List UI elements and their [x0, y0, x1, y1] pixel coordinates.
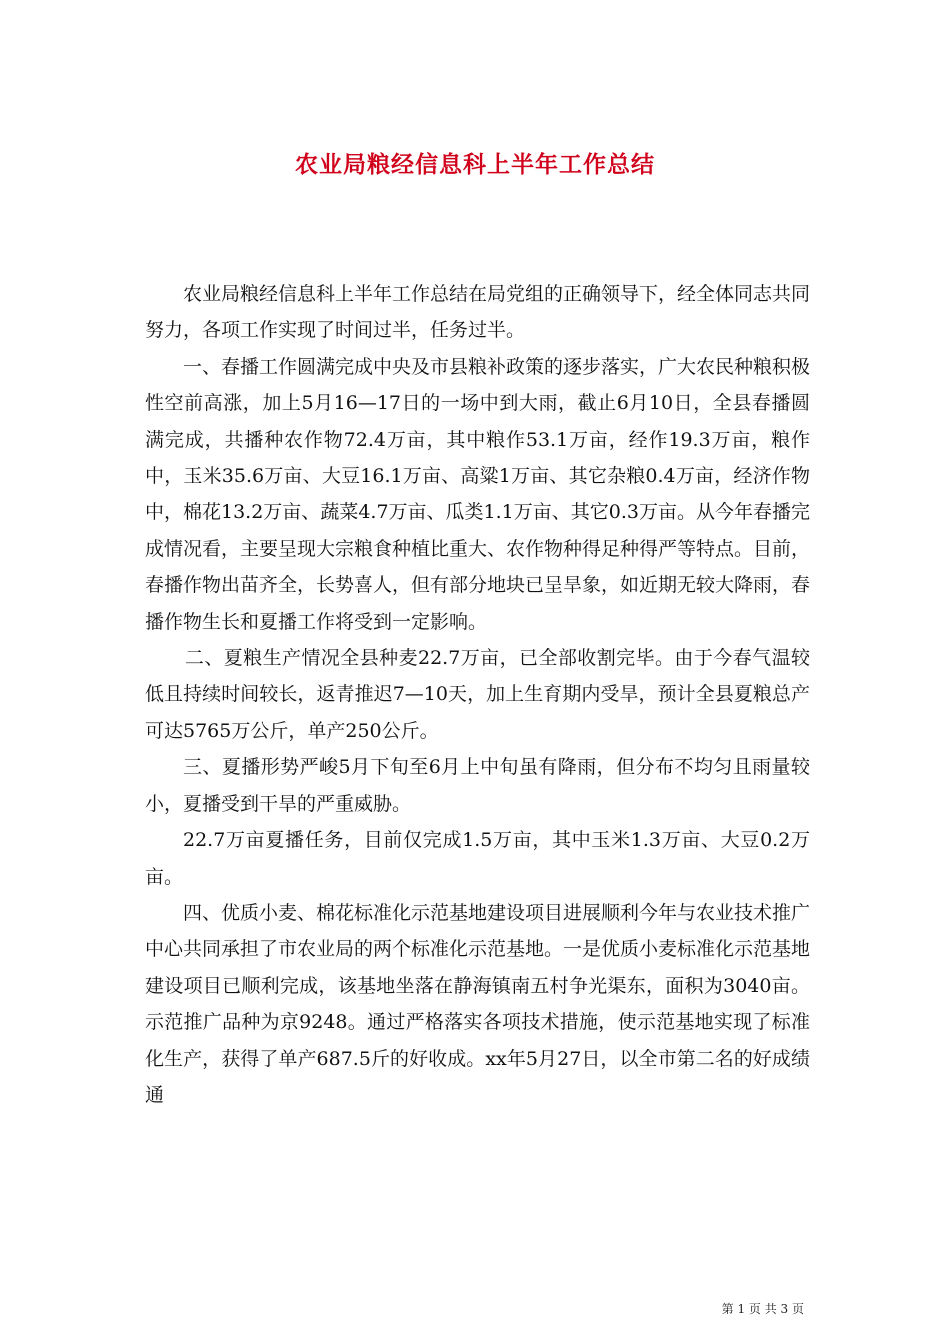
- document-body: [145, 276, 810, 1113]
- page-number: [722, 1300, 804, 1317]
- paragraph-intro: 农业局粮经信息科上半年工作总结在局党组的正确领导下，经全体同志共同努力，各项工作实现了时间过半，任务过半。: [145, 283, 811, 342]
- paragraph-sowing-progress: 22.7万亩夏播任务，目前仅完成1.5万亩，其中玉米1.3万亩、大豆0.2万亩。: [145, 829, 810, 888]
- page-number-label: 第 1 页 共 3 页: [721, 1302, 804, 1316]
- paragraph-summer-sowing: 三、夏播形势严峻5月下旬至6月上中旬虽有降雨，但分布不均匀且雨量较小，夏播受到干旱的严重威胁。: [145, 756, 810, 815]
- document-title: 农业局粮经信息科上半年工作总结: [295, 151, 655, 179]
- paragraph-summer-grain: 二、夏粮生产情况全县种麦22.7万亩，已全部收割完毕。由于今春气温较低且持续时间较长，返青推迟7—10天，加上生育期内受旱，预计全县夏粮总产可达5765万公斤，单产250公斤。: [145, 647, 810, 742]
- paragraph-demo-base: 四、优质小麦、棉花标准化示范基地建设项目进展顺利今年与农业技术推广中心共同承担了市农业局的两个标准化示范基地。一是优质小麦标准化示范基地建设项目已顺利完成，该基地坐落在静海镇南五村争光渠东，面积为3040亩。示范推广品种为京9248。通过严格落实各项技术措施，使示范基地实现了标准化生产，获得了单产687.5斤的好收成。xx年5月27日，以全市第二名的好成绩通: [145, 901, 811, 1106]
- paragraph-spring-sowing: 一、春播工作圆满完成中央及市县粮补政策的逐步落实，广大农民种粮积极性空前高涨，加上5月16—17日的一场中到大雨，截止6月10日，全县春播圆满完成，共播种农作物72.4万亩，其中粮作53.1万亩，经作19.3万亩，粮作中，玉米35.6万亩、大豆16.1万亩、高粱1万亩、其它杂粮0.4万亩，经济作物中，棉花13.2万亩、蔬菜4.7万亩、瓜类1.1万亩、其它0.3万亩。从今年春播完成情况看，主要呈现大宗粮食种植比重大、农作物种得足种得严等特点。目前，春播作物出苗齐全，长势喜人，但有部分地块已呈旱象，如近期无较大降雨，春播作物生长和夏播工作将受到一定影响。: [145, 355, 811, 633]
